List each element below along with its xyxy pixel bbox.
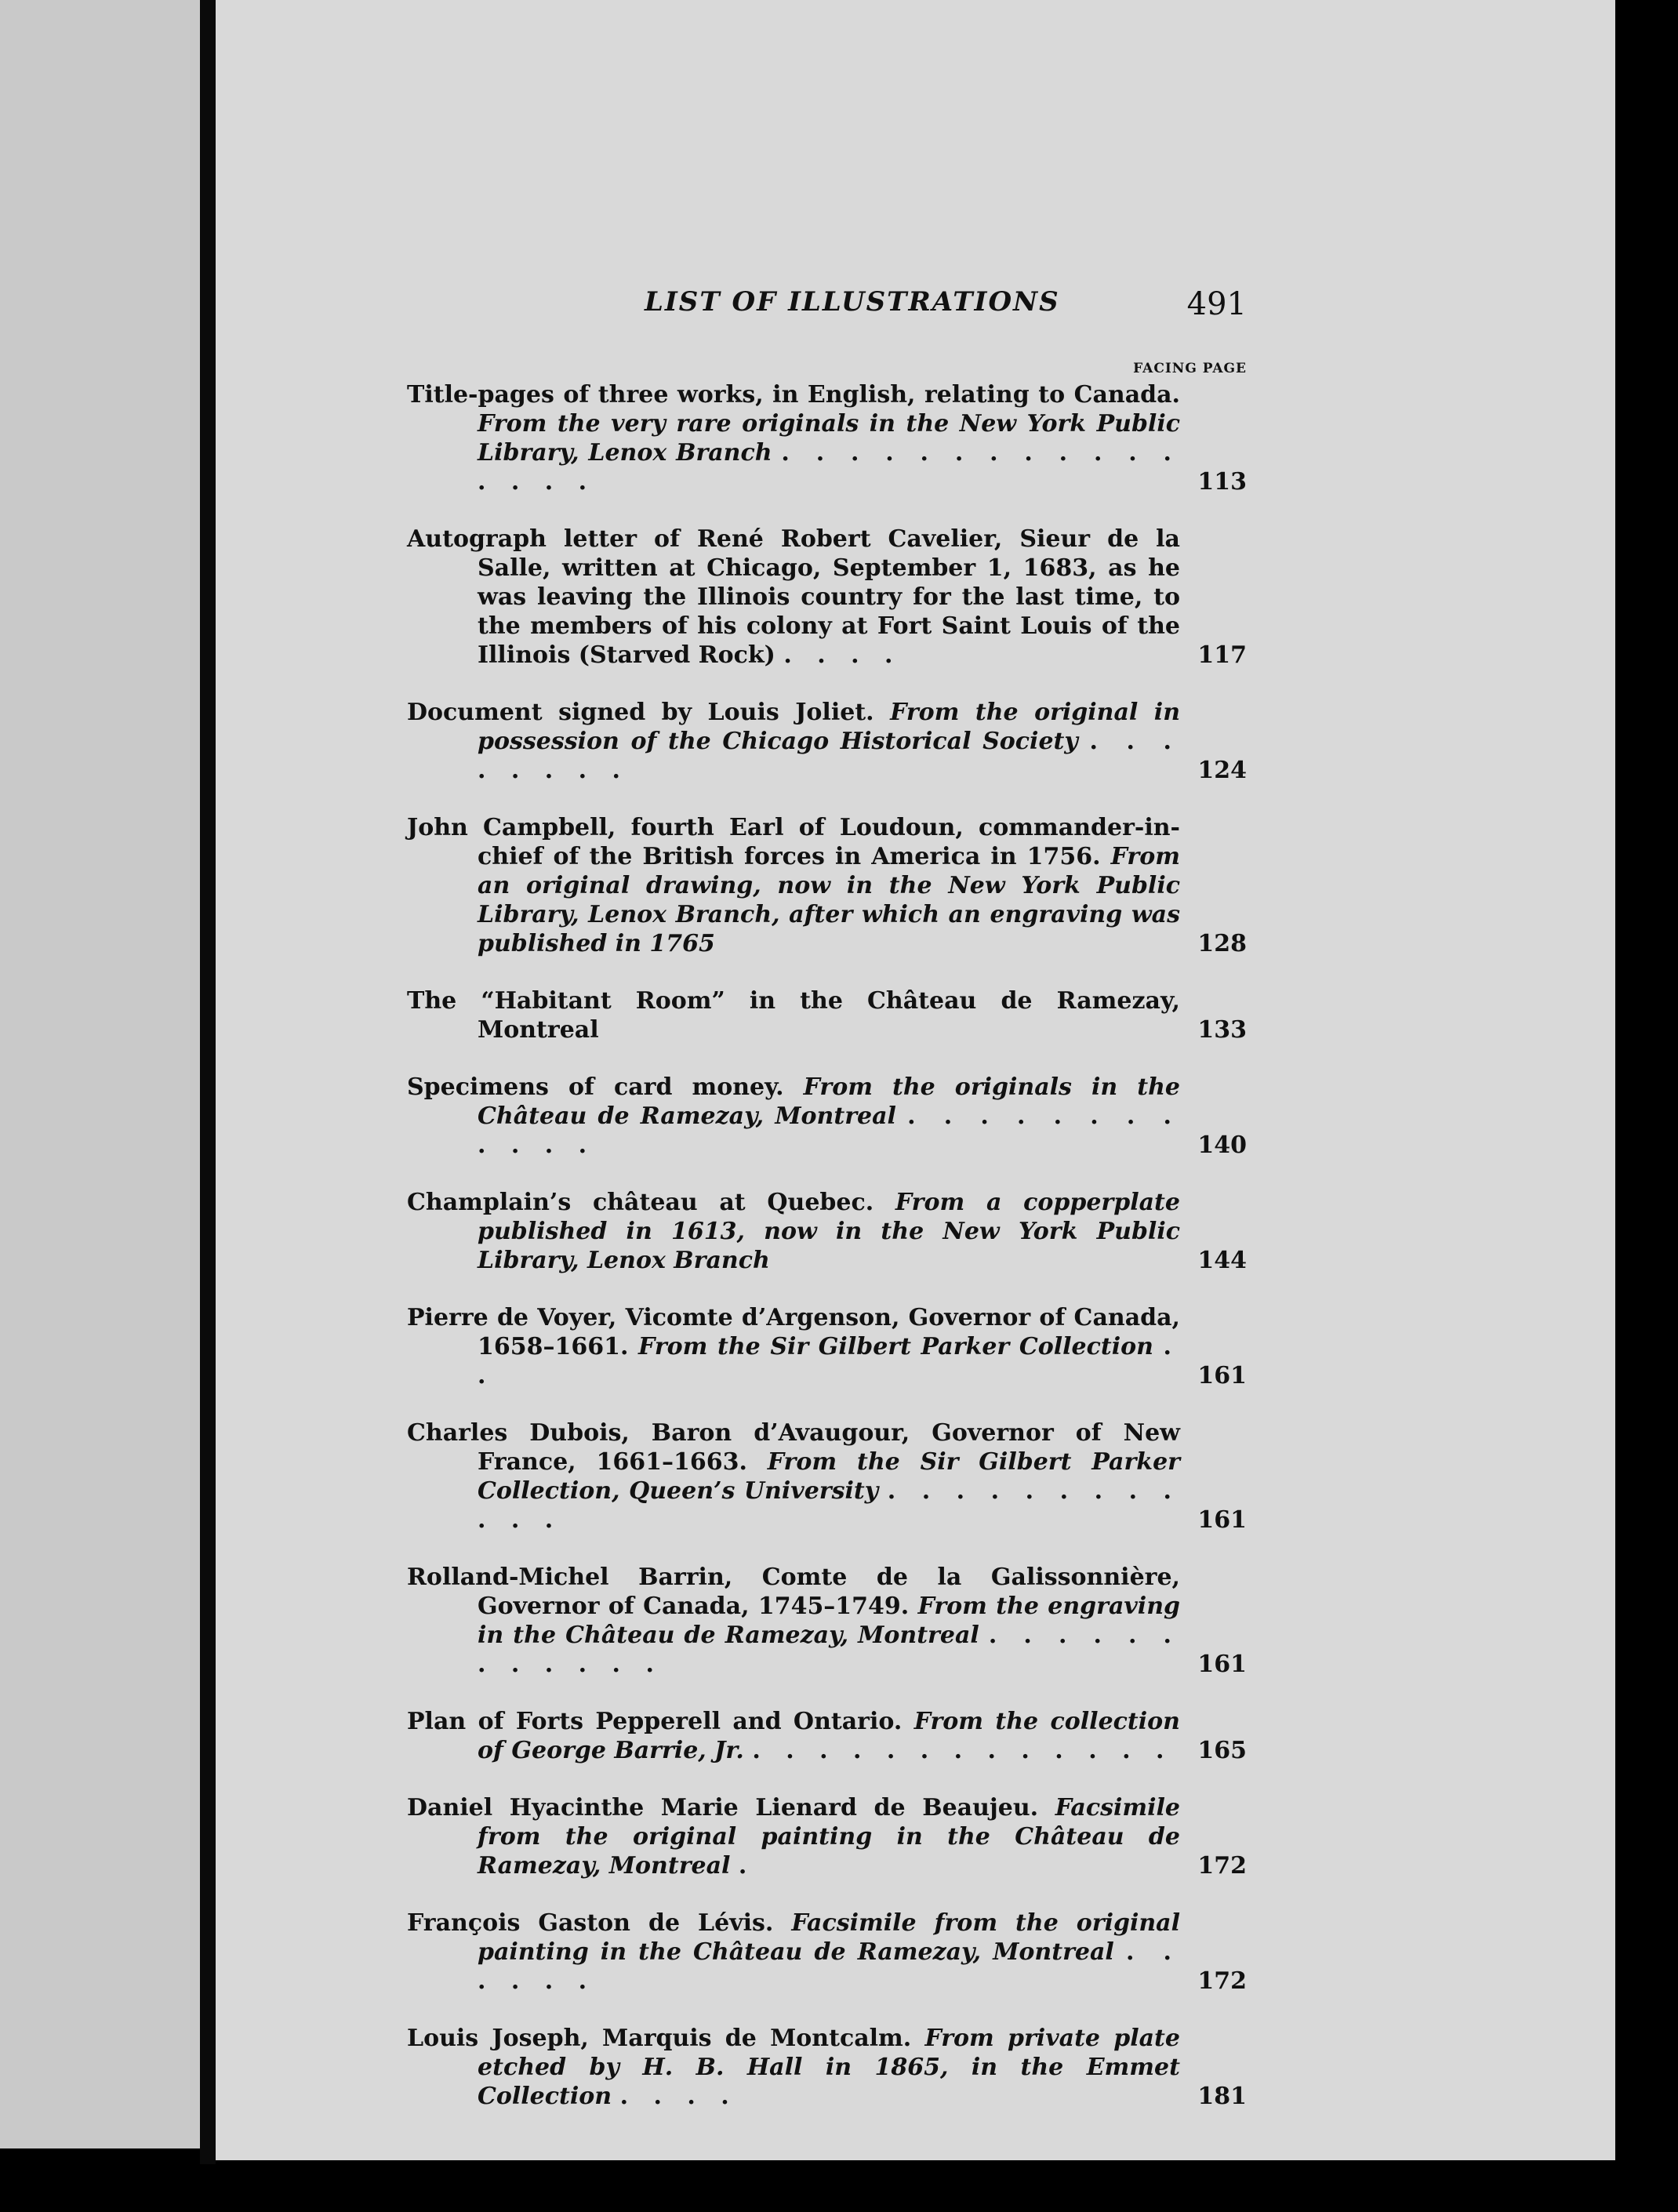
- entry-title: Louis Joseph, Marquis de Montcalm.: [407, 2025, 912, 2052]
- entry-description: [407, 1909, 1180, 1996]
- running-head: [431, 286, 1247, 333]
- entry-page-number: 181: [1197, 2083, 1247, 2110]
- illustration-entry: [407, 1188, 1247, 1275]
- entry-page-number: 124: [1197, 757, 1247, 784]
- entry-source: From the originals in the Château de Ramezay, Montreal: [478, 1073, 1180, 1130]
- illustration-entry: [407, 698, 1247, 785]
- entry-source: From private plate etched by H. B. Hall in 1865, in the Emmet Collection: [478, 2025, 1180, 2110]
- entry-source: From the engraving in the Château de Ramezay, Montreal: [478, 1593, 1180, 1649]
- page-number: 491: [1186, 286, 1247, 322]
- illustrations-list: [407, 380, 1247, 2139]
- running-title: LIST OF ILLUSTRATIONS: [645, 286, 1060, 318]
- entry-title: Champlain’s château at Quebec.: [407, 1189, 874, 1216]
- entry-title: François Gaston de Lévis.: [407, 1909, 774, 1937]
- entry-source: Facsimile from the original painting in the Château de Ramezay, Montreal: [478, 1909, 1180, 1966]
- entry-leader-dots: . . . . . . . . . . . . . . . .: [478, 439, 1180, 496]
- illustration-entry: [407, 1793, 1247, 1880]
- entry-title: Plan of Forts Pepperell and Ontario.: [407, 1708, 903, 1735]
- entry-title: Document signed by Louis Joliet.: [407, 699, 874, 726]
- illustration-entry: [407, 1073, 1247, 1160]
- entry-description: [407, 813, 1180, 958]
- entry-page-number: 133: [1197, 1016, 1247, 1044]
- entry-source: From the Sir Gilbert Parker Collection, Queen’s University: [478, 1448, 1180, 1505]
- illustration-entry: [407, 1909, 1247, 1996]
- facing-page-edge: [0, 0, 200, 2148]
- illustration-entry: [407, 1707, 1247, 1765]
- entry-source: From the collection of George Barrie, Jr.: [478, 1708, 1180, 1764]
- entry-page-number: 144: [1197, 1247, 1247, 1274]
- entry-title: The “Habitant Room” in the Château de Ramezay, Montreal: [407, 987, 1180, 1044]
- entry-leader-dots: . . . . . . . . . . . .: [478, 1102, 1180, 1159]
- entry-leader-dots: .: [738, 1852, 756, 1880]
- entry-description: [407, 2024, 1180, 2111]
- book-gutter: [200, 0, 216, 2164]
- entry-description: [407, 1563, 1180, 1679]
- entry-page-number: 172: [1197, 1967, 1247, 1995]
- entry-page-number: 165: [1197, 1737, 1247, 1764]
- entry-leader-dots: . . . .: [619, 2083, 738, 2110]
- entry-page-number: 140: [1197, 1131, 1247, 1159]
- entry-source: From the very rare originals in the New York Public Library, Lenox Branch: [478, 410, 1180, 467]
- entry-description: [407, 1073, 1180, 1160]
- illustration-entry: [407, 986, 1247, 1044]
- entry-leader-dots: . . . . . . . . . . . .: [478, 1477, 1180, 1534]
- entry-description: [407, 698, 1180, 785]
- illustration-entry: [407, 1418, 1247, 1535]
- entry-leader-dots: . . . . . .: [478, 1938, 1180, 1995]
- entry-description: [407, 1303, 1180, 1390]
- entry-leader-dots: . . . . . . . .: [478, 728, 1180, 784]
- entry-title: John Campbell, fourth Earl of Loudoun, commander-in-chief of the British forces in America in 1756.: [407, 814, 1180, 870]
- entry-page-number: 161: [1197, 1506, 1247, 1534]
- entry-page-number: 161: [1197, 1362, 1247, 1389]
- entry-title: Specimens of card money.: [407, 1073, 784, 1101]
- entry-title: Title-pages of three works, in English, relating to Canada.: [407, 381, 1180, 409]
- entry-source: From the Sir Gilbert Parker Collection: [638, 1333, 1153, 1360]
- entry-description: [407, 986, 1180, 1044]
- entry-description: [407, 525, 1180, 670]
- entry-source: From the original in possession of the Chicago Historical Society: [478, 699, 1181, 755]
- entry-title: Daniel Hyacinthe Marie Lienard de Beaujeu.: [407, 1794, 1039, 1822]
- illustration-entry: [407, 2024, 1247, 2111]
- entry-title: Rolland-Michel Barrin, Comte de la Galissonnière, Governor of Canada, 1745–1749.: [407, 1564, 1180, 1620]
- entry-title: Pierre de Voyer, Vicomte d’Argenson, Governor of Canada, 1658–1661.: [407, 1304, 1180, 1360]
- entry-source: From an original drawing, now in the New York Public Library, Lenox Branch, after which an engraving was published in 1765: [478, 843, 1180, 957]
- entry-description: [407, 1793, 1180, 1880]
- illustration-entry: [407, 813, 1247, 958]
- illustration-entry: [407, 380, 1247, 496]
- facing-page-column-head: FACING PAGE: [1133, 361, 1247, 376]
- illustration-entry: [407, 1563, 1247, 1679]
- entry-source: From a copperplate published in 1613, now in the New York Public Library, Lenox Branch: [478, 1189, 1180, 1274]
- entry-page-number: 172: [1197, 1852, 1247, 1880]
- entry-leader-dots: . . . . . . . . . . . .: [478, 1622, 1180, 1678]
- entry-page-number: 113: [1197, 468, 1247, 496]
- entry-page-number: 128: [1197, 930, 1247, 957]
- entry-source: Facsimile from the original painting in the Château de Ramezay, Montreal: [478, 1794, 1180, 1880]
- entry-leader-dots: . .: [478, 1333, 1180, 1389]
- illustration-entry: [407, 525, 1247, 670]
- entry-page-number: 117: [1197, 641, 1247, 669]
- entry-description: [407, 1707, 1180, 1765]
- entry-page-number: 161: [1197, 1651, 1247, 1678]
- entry-description: [407, 1188, 1180, 1275]
- illustration-entry: [407, 1303, 1247, 1390]
- entry-title: Charles Dubois, Baron d’Avaugour, Governor of New France, 1661–1663.: [407, 1419, 1180, 1476]
- entry-description: [407, 1418, 1180, 1535]
- entry-title: Autograph letter of René Robert Cavelier, Sieur de la Salle, written at Chicago, September 1, 1683, as he was leaving the Illinois country for the last time, to the members of his colony at Fort Saint Louis of the Illinois (Starved Rock): [407, 525, 1180, 669]
- entry-description: [407, 380, 1180, 496]
- entry-leader-dots: . . . .: [783, 641, 902, 669]
- entry-leader-dots: . . . . . . . . . . . . .: [752, 1737, 1173, 1764]
